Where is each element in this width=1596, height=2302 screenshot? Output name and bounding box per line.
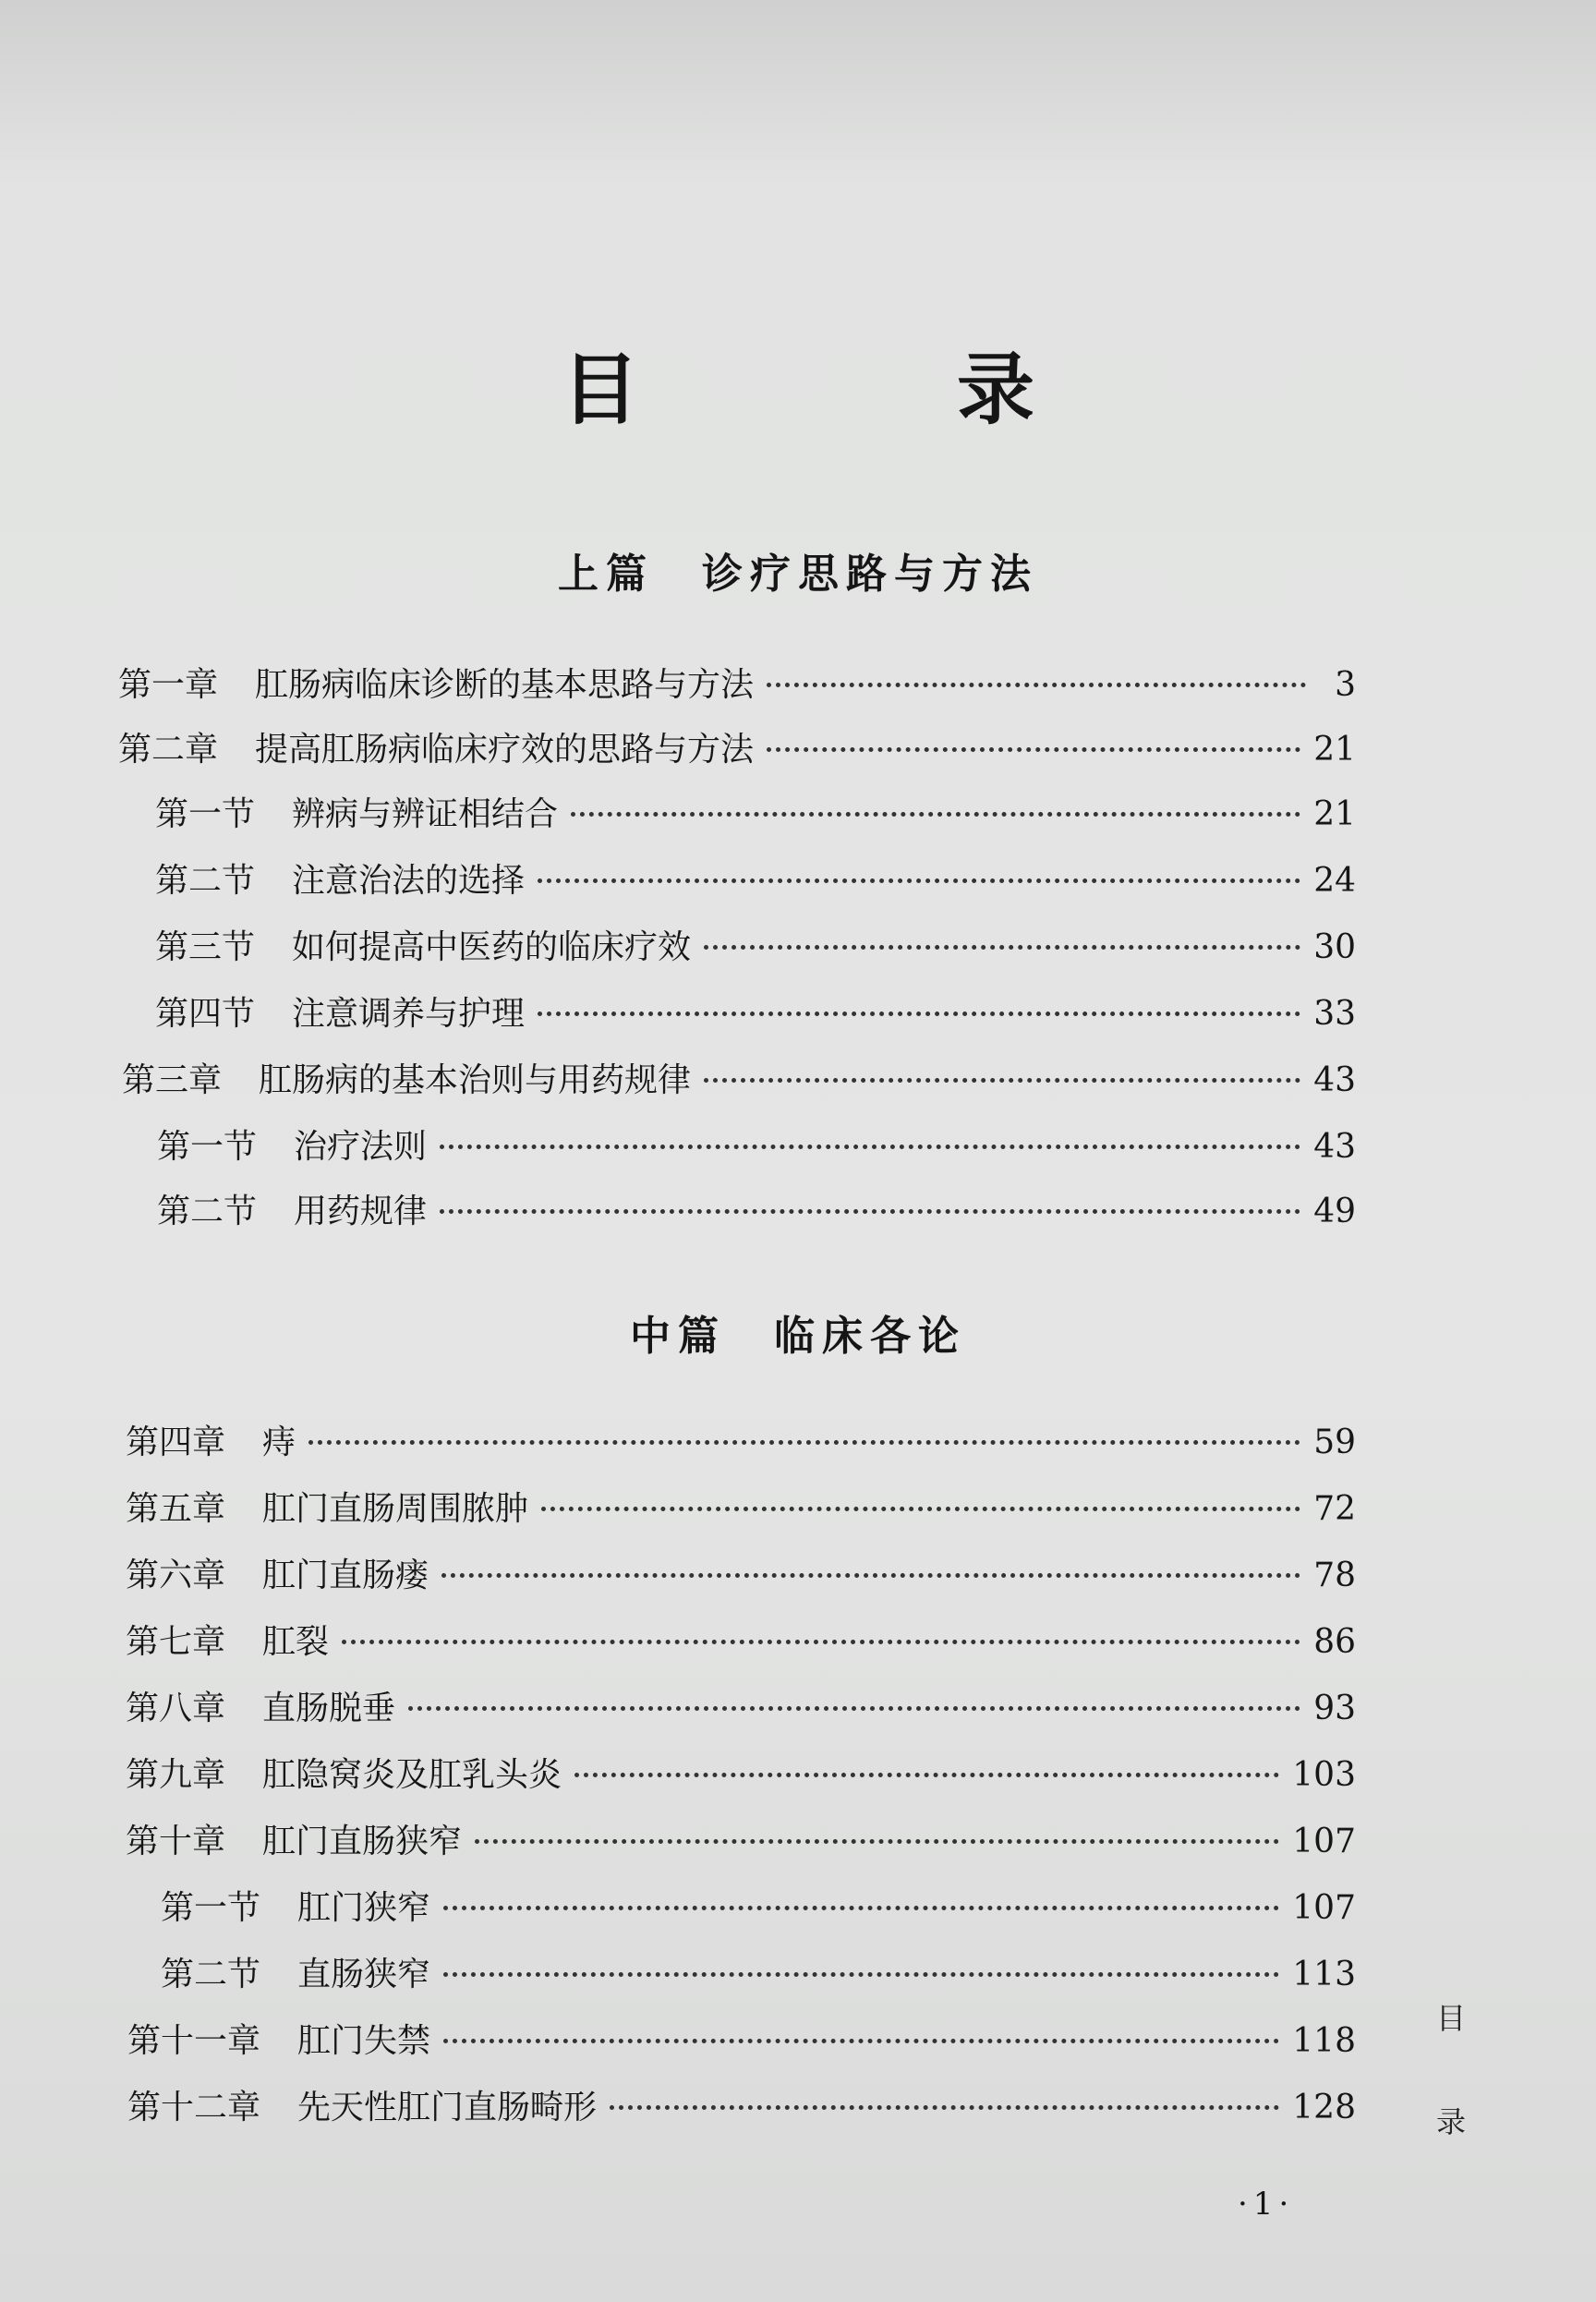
toc-entry[interactable] — [126, 1687, 1356, 1731]
dot-leader — [704, 1078, 1300, 1083]
chapter-label: 第九章 — [126, 1756, 226, 1794]
toc-entry[interactable] — [122, 1059, 1356, 1103]
toc-entry[interactable] — [127, 2086, 1356, 2130]
toc-entry[interactable] — [126, 1620, 1356, 1665]
page-ref: 49 — [1313, 1193, 1356, 1230]
page-ref: 21 — [1313, 795, 1356, 833]
chapter-label: 第二章 — [118, 731, 219, 769]
page-ref: 128 — [1292, 2089, 1356, 2126]
dot-leader — [408, 1706, 1300, 1711]
entry-title: 肛隐窝炎及肛乳头炎 — [262, 1756, 562, 1794]
section-label: 第二节 — [161, 1956, 261, 1993]
section-label: 第二节 — [155, 862, 256, 900]
entry-title: 治疗法则 — [294, 1128, 428, 1166]
toc-entry[interactable] — [126, 1753, 1356, 1798]
entry-title: 用药规律 — [294, 1193, 428, 1230]
page-ref: 43 — [1313, 1061, 1356, 1099]
chapter-label: 第十二章 — [127, 2089, 261, 2126]
entry-title: 直肠狭窄 — [297, 1956, 431, 1993]
dot-leader — [342, 1640, 1300, 1644]
entry-title: 提高肛肠病临床疗效的思路与方法 — [255, 731, 755, 769]
page-ref: 107 — [1292, 1889, 1356, 1927]
toc-entry[interactable] — [161, 1886, 1356, 1931]
page-ref: 33 — [1313, 995, 1356, 1033]
page-ref: 103 — [1292, 1756, 1356, 1794]
page-ref: 72 — [1313, 1490, 1356, 1528]
dot-leader — [475, 1839, 1279, 1844]
page-ref: 59 — [1313, 1424, 1356, 1461]
dot-leader — [574, 1773, 1279, 1777]
section-label: 第一节 — [157, 1128, 258, 1166]
chapter-label: 第六章 — [126, 1557, 226, 1594]
entry-title: 肛门直肠周围脓肿 — [262, 1490, 529, 1528]
chapter-label: 第一章 — [118, 666, 219, 704]
chapter-label: 第五章 — [126, 1490, 226, 1528]
toc-entry[interactable] — [118, 663, 1356, 708]
toc-entry[interactable] — [126, 1487, 1356, 1532]
section-label: 第一节 — [161, 1889, 261, 1927]
dot-leader — [767, 747, 1300, 752]
toc-entry[interactable] — [155, 859, 1356, 903]
toc-entry[interactable] — [157, 1125, 1356, 1169]
dot-leader — [443, 1906, 1279, 1910]
page-ref: 78 — [1313, 1557, 1356, 1594]
entry-title: 肛门失禁 — [297, 2022, 431, 2060]
section-label: 第三节 — [155, 928, 256, 966]
toc-entry[interactable] — [126, 1554, 1356, 1598]
dot-leader — [308, 1440, 1300, 1445]
entry-title: 肛门直肠狭窄 — [262, 1823, 463, 1860]
entry-title: 注意调养与护理 — [292, 995, 526, 1033]
chapter-label: 第七章 — [126, 1623, 226, 1661]
toc-entry[interactable] — [126, 1820, 1356, 1864]
toc-entry[interactable] — [155, 793, 1356, 837]
dot-leader — [541, 1507, 1300, 1511]
page-ref: 113 — [1292, 1956, 1356, 1993]
dot-leader — [441, 1573, 1300, 1578]
dot-leader — [571, 812, 1300, 817]
page-title: 目 录 — [561, 344, 1155, 435]
page-ref: 107 — [1292, 1823, 1356, 1860]
dot-leader — [440, 1209, 1300, 1214]
dot-leader — [443, 2039, 1279, 2043]
toc-entry[interactable] — [155, 992, 1356, 1036]
toc-entry[interactable] — [118, 728, 1356, 772]
entry-title: 先天性肛门直肠畸形 — [297, 2089, 598, 2126]
page-ref: 21 — [1313, 731, 1356, 769]
entry-title: 肛裂 — [262, 1623, 330, 1661]
entry-title: 辨病与辨证相结合 — [292, 795, 559, 833]
dot-leader — [440, 1145, 1300, 1149]
dot-leader — [704, 945, 1300, 950]
page-ref: 93 — [1313, 1690, 1356, 1727]
toc-entry[interactable] — [157, 1190, 1356, 1234]
side-running-label-bottom: 录 — [1436, 2104, 1467, 2139]
chapter-label: 第十章 — [126, 1823, 226, 1860]
section-heading-upper: 上篇 诊疗思路与方法 — [558, 551, 1038, 598]
entry-title: 肛门直肠瘘 — [262, 1557, 429, 1594]
entry-title: 直肠脱垂 — [262, 1690, 396, 1727]
dot-leader — [610, 2105, 1279, 2110]
page-ref: 30 — [1313, 928, 1356, 966]
entry-title: 肛肠病临床诊断的基本思路与方法 — [255, 666, 755, 704]
toc-entry[interactable] — [126, 1421, 1356, 1465]
page-ref: 86 — [1313, 1623, 1356, 1661]
toc-entry[interactable] — [161, 1953, 1356, 1997]
entry-title: 痔 — [262, 1424, 296, 1461]
chapter-label: 第十一章 — [127, 2022, 261, 2060]
dot-leader — [538, 878, 1300, 883]
section-label: 第二节 — [157, 1193, 258, 1230]
dot-leader — [443, 1972, 1279, 1977]
chapter-label: 第四章 — [126, 1424, 226, 1461]
section-label: 第四节 — [155, 995, 256, 1033]
page-ref: 3 — [1335, 666, 1356, 704]
entry-title: 肛门狭窄 — [297, 1889, 431, 1927]
page-ref: 24 — [1313, 862, 1356, 900]
entry-title: 肛肠病的基本治则与用药规律 — [259, 1061, 692, 1099]
entry-title: 注意治法的选择 — [292, 862, 526, 900]
page-ref: 43 — [1313, 1128, 1356, 1166]
page-ref: 118 — [1292, 2022, 1356, 2060]
dot-leader — [538, 1012, 1300, 1016]
side-running-label-top: 目 — [1436, 2001, 1467, 2036]
chapter-label: 第八章 — [126, 1690, 226, 1727]
toc-entry[interactable] — [127, 2019, 1356, 2064]
chapter-label: 第三章 — [122, 1061, 223, 1099]
toc-entry[interactable] — [155, 926, 1356, 970]
entry-title: 如何提高中医药的临床疗效 — [292, 928, 692, 966]
section-label: 第一节 — [155, 795, 256, 833]
section-heading-middle: 中篇 临床各论 — [630, 1313, 966, 1360]
page-number: ·1· — [1238, 2186, 1295, 2223]
dot-leader — [767, 683, 1306, 687]
